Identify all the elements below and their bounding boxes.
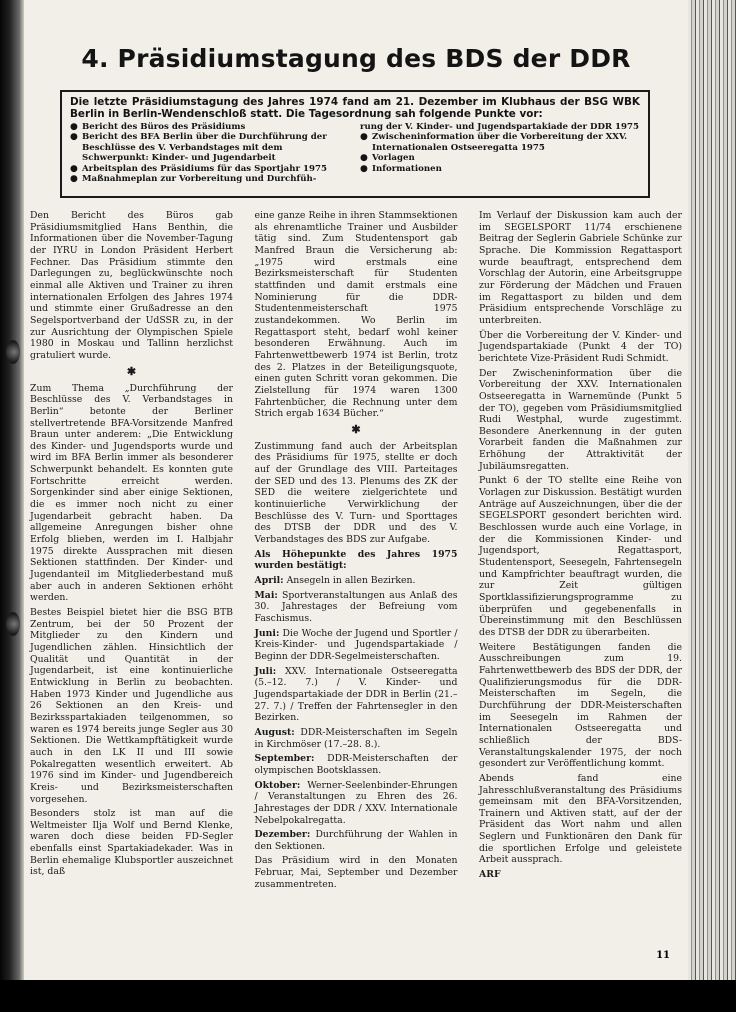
highlight-item: September: DDR-Meisterschaften der olympischen Bootsklassen. (254, 753, 458, 776)
agenda-item: ● Informationen (360, 163, 442, 174)
paragraph: Bestes Beispiel bietet hier die BSG BTB Zentrum, bei der 50 Prozent der Mitglieder zu den Kindern und Jugendlichen zählen. Hinsichtlich der Qualität und Quantität in der Jugendarbeit, ist eine kontinuierliche Entwicklung in Berlin zu beobachten. Haben 1973 Kinder und Jugendliche aus 26 Sektionen an den Kreis- und Bezirksspartakiaden teilgenommen, so waren es 1974 bereits junge Segler aus 30 Sektionen. Die Wettkampftätigkeit wurde auch in den LK II und III sowie Pokalregatten wesentlich erweitert. Ab 1976 sind im Kinder- und Jugendbereich Kreis- und Bezirksmeisterschaften vorgesehen. (30, 607, 233, 805)
intro-box (60, 90, 650, 198)
highlight-item: April: Ansegeln in allen Bezirken. (254, 575, 416, 587)
agenda-item: ● Maßnahmeplan zur Vorbereitung und Durchfüh- (70, 174, 317, 185)
article-body (30, 210, 682, 970)
bullet-icon: ● (360, 163, 368, 174)
paragraph: Der Zwischeninformation über die Vorbereitung der XXV. Internationalen Ostseeregatta in Warnemünde (Punkt 5 der TO), gegeben vom Präsidiumsmitglied Rudi Westphal, wurde zugestimmt. Besondere Anerkennung in der guten Vorarbeit fanden die Maßnahmen zur Erhöhung der Attraktivität der Jubiläumsregatten. (479, 367, 682, 472)
agenda-item: ● Arbeitsplan des Präsidiums für das Sportjahr 1975 (70, 163, 327, 174)
column-1 (30, 210, 233, 970)
binding-shadow (0, 0, 24, 980)
highlight-item: Juni: Die Woche der Jugend und Sportler / Kreis-Kinder- und Jugendspartakiade / Beginn der DDR-Segelmeisterschaften. (254, 627, 458, 662)
agenda-item-continued: rung der V. Kinder- und Jugendspartakiade der DDR 1975 (360, 122, 639, 132)
bullet-icon: ● (70, 132, 78, 143)
page-number: 11 (656, 950, 670, 961)
highlight-item: Dezember: Durchführung der Wahlen in den Sektionen. (254, 829, 458, 852)
highlight-item: August: DDR-Meisterschaften im Segeln in Kirchmöser (17.–28. 8.). (254, 726, 458, 750)
intro-lead: Die letzte Präsidiumstagung des Jahres 1974 fand am 21. Dezember im Klubhaus der BSG WBK Berlin in Berlin-Wendenschloß statt. Die Tagesordnung sah folgende Punkte vor: (70, 96, 640, 120)
paragraph: Im Verlauf der Diskussion kam auch der im SEGELSPORT 11/74 erschienene Beitrag der Seglerin Gabriele Schünke zur Sprache. Die Kommission Regattasport wurde beauftragt, entsprechend dem Vorschlag der Autorin, eine Arbeitsgruppe zur Förderung der Mädchen und Frauen im Regattasport zu bilden und dem Präsidium entsprechende Vorschläge zu unterbreiten. (479, 210, 682, 326)
paragraph: Über die Vorbereitung der V. Kinder- und Jugendspartakiade (Punkt 4 der TO) berichtete Vize-Präsident Rudi Schmidt. (479, 329, 682, 364)
bullet-icon: ● (360, 132, 368, 143)
stacked-page-edges (688, 0, 736, 980)
star-separator-icon: ✱ (351, 422, 361, 436)
paragraph: Weitere Bestätigungen fanden die Ausschreibungen zum 19. Fahrtenwettbewerb des BDS der DDR, der Qualifizierungsmodus für die DDR-Meisterschaften im Segeln, die Durchführung der DDR-Meisterschaften im Seesegeln im Rahmen der Internationalen Ostseeregatta und schließlich der BDS-Veranstaltungskalender 1975, der noch gesondert zur Veröffentlichung kommt. (479, 641, 682, 770)
bullet-icon: ● (70, 163, 78, 174)
agenda-columns (70, 122, 640, 184)
scan-bottom-border (0, 980, 736, 1012)
binder-hole-bottom (6, 612, 20, 636)
agenda-right (360, 122, 640, 184)
bullet-icon: ● (70, 174, 78, 185)
author-signature: ARF (479, 869, 501, 881)
paragraph: Das Präsidium wird in den Monaten Februar, Mai, September und Dezember zusammentreten. (254, 855, 458, 890)
paragraph: Punkt 6 der TO stellte eine Reihe von Vorlagen zur Diskussion. Bestätigt wurden Anträge auf Auszeichnungen, über die der SEGELSPORT gesondert berichten wird. Beschlossen wurde auch eine Vorlage, in der die Kommissionen Kinder- und Jugendsport, Regattasport, Studentensport, Seesegeln, Fahrtensegeln und Kampfrichter beauftragt wurden, die zur Zeit gültigen Sportklassifizierungsprogramme zu überprüfen und gegebenenfalls in Übereinstimmung mit den Beschlüssen des DTSB der DDR zu überarbeiten. (479, 475, 682, 638)
paragraph: eine ganze Reihe in ihren Stammsektionen als ehrenamtliche Trainer und Ausbilder tätig sind. Zum Studentensport gab Manfred Braun die Versicherung ab: „1975 wird erstmals eine Bezirksmeisterschaft für Studenten stattfinden und damit erstmals eine Nominierung für die DDR-Studentenmeisterschaft 1975 zustandekommen. Wo Berlin im Regattasport steht, bedarf wohl keiner besonderen Erwähnung. Auch im Fahrtenwettbewerb 1974 ist Berlin, trotz des 2. Platzes in der Beteiligungsquote, einen guten Schritt voran gekommen. Die Zielstellung für 1974 waren 1300 Fahrtenbücher, die Rechnung unter dem Strich ergab 1634 Bücher.“ (254, 210, 458, 420)
magazine-page (24, 0, 688, 980)
agenda-left (70, 122, 350, 184)
paragraph: Zum Thema „Durchführung der Beschlüsse des V. Verbandstages in Berlin“ betonte der Berliner stellvertretende BFA-Vorsitzende Manfred Braun unter anderem: „Die Entwicklung des Kinder- und Jugendsports wurde und wird im BFA Berlin immer als besonderer Schwerpunkt behandelt. Es konnten gute Fortschritte erreicht werden. Sorgenkinder sind aber einige Sektionen, die es immer noch nicht zu einer Jugendarbeit gebracht haben. Da allgemeine Anregungen bisher ohne Erfolg blieben, werden im I. Halbjahr 1975 direkte Aussprachen mit diesen Sektionen stattfinden. Der Kinder- und Jugendanteil im Mitgliederbestand muß aber auch in anderen Sektionen erhöht werden. (30, 382, 233, 604)
binder-hole-top (6, 340, 20, 364)
highlights-heading: Als Höhepunkte des Jahres 1975 wurden bestätigt: (254, 548, 458, 572)
paragraph: Den Bericht des Büros gab Präsidiumsmitglied Hans Benthin, die Informationen über die November-Tagung der IYRU in London Präsident Herbert Fechner. Das Präsidium stimmte den Darlegungen zu, beglückwünschte noch einmal alle Aktiven und Trainer zu ihren internationalen Erfolgen des Jahres 1974 und stimmte einer Grußadresse an den Segelsportverband der UdSSR zu, in der zur Ausrichtung der Olympischen Spiele 1980 in Moskau und Tallinn herzlichst gratuliert wurde. (30, 210, 233, 361)
bullet-icon: ● (70, 122, 78, 132)
agenda-item: ● Bericht des Büros des Präsidiums (70, 122, 246, 132)
bullet-icon: ● (360, 153, 368, 164)
agenda-item: ● Bericht des BFA Berlin über die Durchführung der Beschlüsse des V. Verbandstages mit dem Schwerpunkt: Kinder- und Jugendarbeit (70, 132, 327, 164)
agenda-item: ● Vorlagen (360, 153, 415, 164)
highlight-item: Mai: Sportveranstaltungen aus Anlaß des 30. Jahrestages der Befreiung vom Faschismus. (254, 589, 458, 624)
agenda-item: ● Zwischeninformation über die Vorbereitung der XXV. Internationalen Ostseeregatta 1975 (360, 132, 628, 153)
star-separator-icon: ✱ (126, 364, 137, 378)
paragraph: Besonders stolz ist man auf die Weltmeister Ilja Wolf und Bernd Klenke, waren doch diese beiden FD-Segler ebenfalls einst Spartakiadekader. Was in Berlin ehemalige Klubsportler auszeichnet ist, daß (30, 808, 233, 878)
highlight-item: Juli: XXV. Internationale Ostseeregatta (5.–12. 7.) / V. Kinder- und Jugendspartakiade der DDR in Berlin (21.–27. 7.) / Treffen der Fahrtensegler in den Bezirken. (254, 665, 458, 724)
highlight-item: Oktober: Werner-Seelenbinder-Ehrungen / Veranstaltungen zu Ehren des 26. Jahrestages der DDR / XXV. Internationale Nebelpokalregatta. (254, 779, 458, 826)
paragraph: Abends fand eine Jahresschlußveranstaltung des Präsidiums gemeinsam mit den BFA-Vorsitzenden, Trainern und Aktiven statt, auf der der Präsident das Wort nahm und allen Seglern und Funktionären den Dank für die sportlichen Erfolge und geleistete Arbeit aussprach. (479, 772, 682, 866)
article-title: 4. Präsidiumstagung des BDS der DDR (81, 44, 631, 73)
column-3 (479, 210, 682, 970)
column-2 (255, 210, 458, 970)
paragraph: Zustimmung fand auch der Arbeitsplan des Präsidiums für 1975, stellte er doch auf der Grundlage des VIII. Parteitages der SED und des 13. Plenums des ZK der SED die weitere zielgerichtete und kontinuierliche Verwirklichung der Beschlüsse des V. Turn- und Sporttages des DTSB der DDR und des V. Verbandstages des BDS zur Aufgabe. (254, 440, 458, 546)
